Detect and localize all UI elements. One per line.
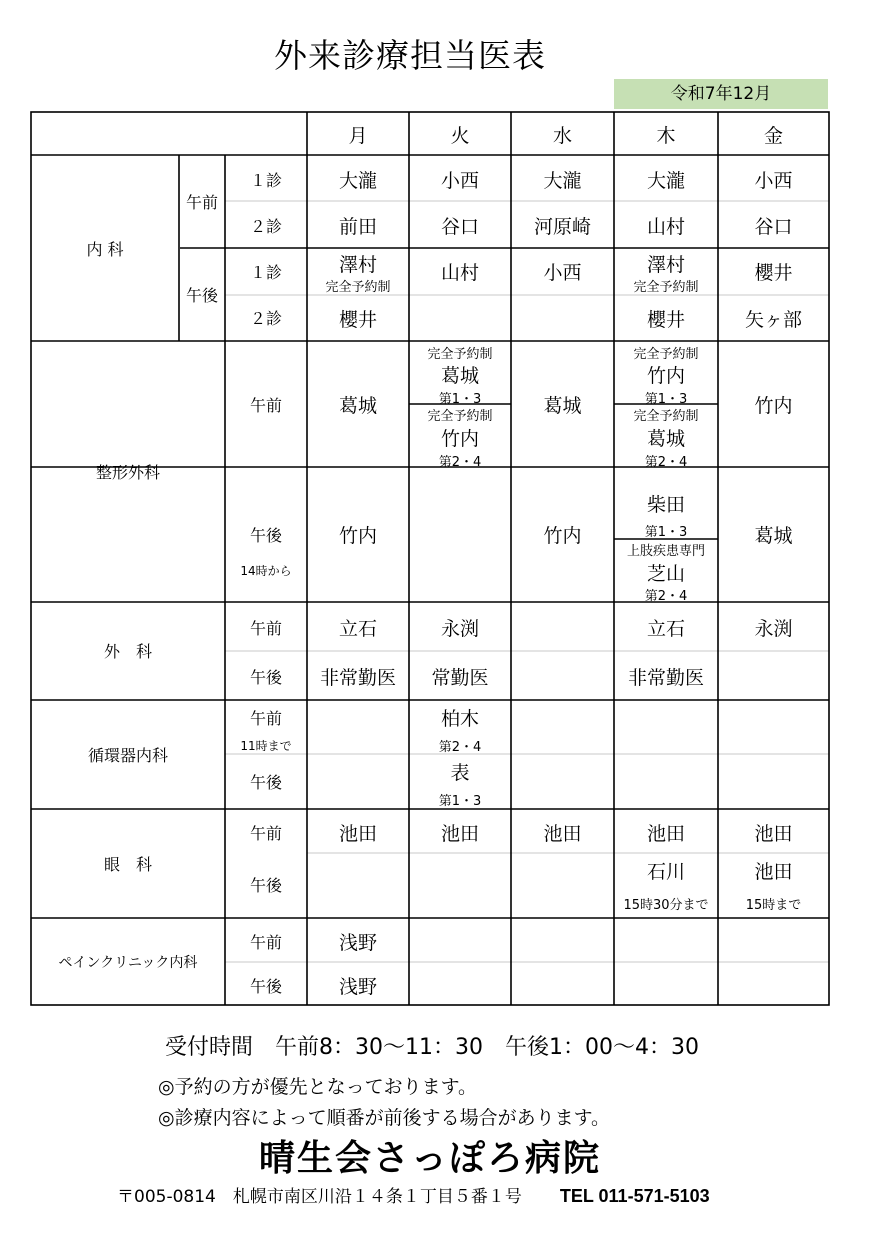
day-header-mon: 月	[348, 125, 368, 147]
surgery-am-fri: 永渕	[754, 618, 793, 640]
eye-am-label: 午前	[249, 824, 282, 843]
internal-am1-fri: 小西	[754, 170, 793, 192]
footer-note-1: ◎予約の方が優先となっております。	[158, 1076, 478, 1098]
internal-pm2-mon: 櫻井	[338, 309, 377, 331]
ortho-pm-note: 14時から	[240, 564, 292, 578]
ortho-pm-mon: 竹内	[338, 525, 377, 547]
internal-am-shin1: １診	[249, 171, 282, 190]
ortho-am-tue-bot-week: 第2・4	[438, 455, 482, 470]
cardio-pm-tue-name: 表	[450, 762, 470, 784]
eye-pm-label: 午後	[249, 876, 282, 895]
surgery-am-thu: 立石	[646, 618, 685, 640]
ortho-am-fri: 竹内	[754, 395, 793, 417]
ortho-am-thu-top-week: 第1・3	[644, 392, 688, 407]
dept-eye: 眼 科	[103, 855, 152, 874]
day-header-thu: 木	[656, 125, 676, 147]
internal-pm1-mon-note: 完全予約制	[325, 280, 391, 295]
address-line	[117, 1182, 710, 1207]
footer-note-2: ◎診療内容によって順番が前後する場合があります。	[158, 1107, 611, 1129]
ortho-pm-thu-bot-week: 第2・4	[644, 589, 688, 604]
internal-pm1-tue: 山村	[440, 262, 479, 284]
day-header-fri: 金	[763, 125, 783, 147]
internal-am1-thu: 大瀧	[646, 170, 685, 192]
dept-surgery: 外 科	[103, 642, 152, 661]
dept-ortho: 整形外科	[95, 463, 160, 482]
internal-pm1-thu-note: 完全予約制	[633, 280, 699, 295]
surgery-pm-thu: 非常勤医	[627, 667, 704, 689]
eye-pm-fri-note: 15時まで	[745, 898, 802, 913]
internal-pm2-thu: 櫻井	[646, 309, 685, 331]
ortho-am-tue-bot-note: 完全予約制	[427, 409, 493, 424]
ortho-am-thu-bot-week: 第2・4	[644, 455, 688, 470]
internal-pm1-mon: 澤村	[338, 254, 377, 276]
month-label: 令和7年12月	[614, 79, 828, 109]
internal-pm-shin1: １診	[249, 263, 282, 282]
eye-am-thu: 池田	[646, 823, 685, 845]
pain-am-mon: 浅野	[338, 932, 377, 954]
surgery-am-label: 午前	[249, 619, 282, 638]
internal-pm-label: 午後	[185, 286, 218, 305]
internal-am2-thu: 山村	[646, 216, 685, 238]
cardio-am-note: 11時まで	[240, 739, 292, 753]
internal-am1-tue: 小西	[440, 170, 479, 192]
pain-pm-mon: 浅野	[338, 976, 377, 998]
surgery-pm-mon: 非常勤医	[319, 667, 396, 689]
surgery-am-mon: 立石	[338, 618, 377, 640]
internal-am1-wed: 大瀧	[543, 170, 582, 192]
ortho-am-thu-top-note: 完全予約制	[633, 347, 699, 362]
ortho-am-wed: 葛城	[543, 395, 582, 417]
eye-am-wed: 池田	[543, 823, 582, 845]
ortho-pm-thu-bot-note: 上肢疾患専門	[626, 544, 705, 559]
eye-pm-thu: 石川	[646, 861, 685, 883]
hospital-name: 晴生会さっぽろ病院	[258, 1138, 601, 1179]
eye-am-mon: 池田	[338, 823, 377, 845]
ortho-am-thu-bot-name: 葛城	[646, 428, 685, 450]
ortho-am-thu-bot-note: 完全予約制	[633, 409, 699, 424]
ortho-am-tue-bot-name: 竹内	[440, 428, 479, 450]
internal-pm-shin2: ２診	[249, 309, 282, 328]
ortho-am-label: 午前	[249, 396, 282, 415]
cardio-pm-label: 午後	[249, 773, 282, 792]
dept-internal: 内 科	[86, 240, 124, 259]
ortho-am-tue-top-note: 完全予約制	[427, 347, 493, 362]
page-title: 外来診療担当医表	[274, 36, 546, 75]
ortho-pm-wed: 竹内	[543, 525, 582, 547]
eye-pm-thu-note: 15時30分まで	[623, 898, 709, 913]
pain-pm-label: 午後	[249, 977, 282, 996]
internal-am2-wed: 河原崎	[533, 216, 591, 238]
ortho-am-thu-top-name: 竹内	[646, 365, 685, 387]
ortho-pm-label: 午後	[249, 526, 282, 545]
ortho-pm-fri: 葛城	[754, 525, 793, 547]
internal-am-shin2: ２診	[249, 217, 282, 236]
ortho-am-tue-top-name: 葛城	[440, 365, 479, 387]
surgery-am-tue: 永渕	[440, 618, 479, 640]
internal-am2-fri: 谷口	[754, 216, 793, 238]
cardio-am-tue-week: 第2・4	[438, 740, 482, 755]
eye-pm-fri: 池田	[754, 861, 793, 883]
cardio-am-tue-name: 柏木	[440, 708, 479, 730]
ortho-am-mon: 葛城	[338, 395, 377, 417]
ortho-pm-thu-bot-name: 芝山	[646, 563, 685, 585]
internal-pm1-fri: 櫻井	[754, 262, 793, 284]
surgery-pm-label: 午後	[249, 668, 282, 687]
reception-hours: 受付時間 午前8：30〜11：30 午後1：00〜4：30	[165, 1035, 699, 1060]
pain-am-label: 午前	[249, 933, 282, 952]
dept-cardio: 循環器内科	[87, 746, 168, 765]
internal-am2-mon: 前田	[338, 216, 377, 238]
internal-am-label: 午前	[185, 193, 218, 212]
dept-pain: ペインクリニック内科	[58, 955, 198, 971]
eye-am-fri: 池田	[754, 823, 793, 845]
telephone: TEL 011-571-5103	[559, 1186, 710, 1206]
day-header-tue: 火	[450, 125, 470, 147]
ortho-pm-thu-top-name: 柴田	[646, 494, 685, 516]
day-header-wed: 水	[552, 125, 572, 147]
internal-pm1-wed: 小西	[543, 262, 582, 284]
eye-am-tue: 池田	[440, 823, 479, 845]
ortho-pm-thu-top-week: 第1・3	[644, 525, 688, 540]
internal-pm1-thu: 澤村	[646, 254, 685, 276]
internal-am1-mon: 大瀧	[338, 170, 377, 192]
surgery-pm-tue: 常勤医	[431, 667, 489, 689]
address: 〒005-0814 札幌市南区川沿１４条１丁目５番１号	[117, 1187, 522, 1207]
internal-am2-tue: 谷口	[440, 216, 479, 238]
cardio-am-label: 午前	[249, 709, 282, 728]
cardio-pm-tue-week: 第1・3	[438, 794, 482, 809]
internal-pm2-fri: 矢ヶ部	[744, 309, 802, 331]
ortho-am-tue-top-week: 第1・3	[438, 392, 482, 407]
